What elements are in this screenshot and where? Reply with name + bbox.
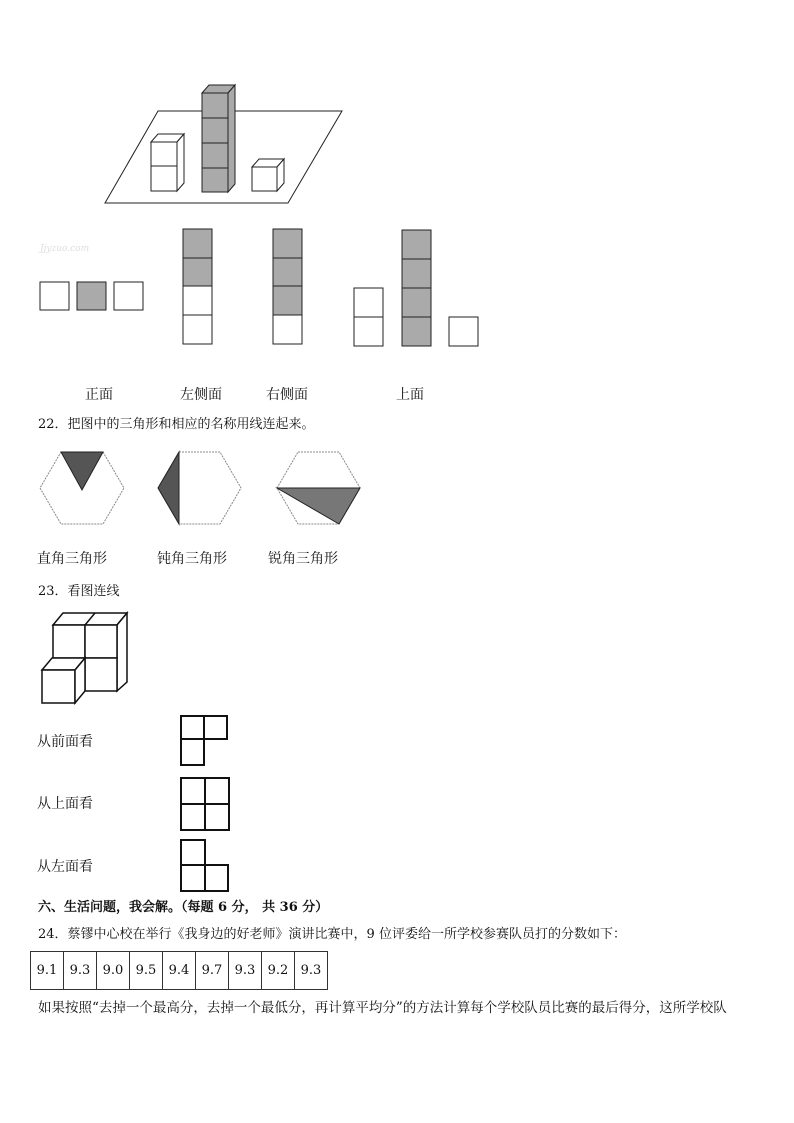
score-cell: 9.5 <box>130 952 163 990</box>
score-cell: 9.0 <box>97 952 130 990</box>
q23-title: 23．看图连线 <box>38 584 120 599</box>
score-table <box>30 951 328 990</box>
q24-text: 如果按照“去掉一个最高分，去掉一个最低分，再计算平均分”的方法计算每个学校队员比赛的最后得分，这所学校队 <box>38 1000 727 1016</box>
view-label-right: 右侧面 <box>266 387 308 403</box>
table-row <box>31 952 328 990</box>
view-name-top: 从上面看 <box>37 796 93 812</box>
q22-title: 22．把图中的三角形和相应的名称用线连起来。 <box>38 417 315 432</box>
view-label-top: 上面 <box>396 387 424 403</box>
score-cell: 9.4 <box>163 952 196 990</box>
score-cell: 9.1 <box>31 952 64 990</box>
view-label-front: 正面 <box>85 387 113 403</box>
triangle-name-right: 直角三角形 <box>37 551 107 567</box>
view-name-front: 从前面看 <box>37 734 93 750</box>
q24-intro: 24．蔡镠中心校在举行《我身边的好老师》演讲比赛中，9 位评委给一所学校参赛队员打的分数如下： <box>38 927 626 942</box>
section-title: 六、生活问题，我会解。（每题 6 分， 共 36 分） <box>38 900 329 915</box>
score-cell: 9.7 <box>196 952 229 990</box>
score-cell: 9.3 <box>64 952 97 990</box>
view-label-left: 左侧面 <box>180 387 222 403</box>
watermark: Jjyzuo.com <box>40 244 90 254</box>
score-cell: 9.3 <box>295 952 328 990</box>
view-name-left: 从左面看 <box>37 859 93 875</box>
score-cell: 9.2 <box>262 952 295 990</box>
score-cell: 9.3 <box>229 952 262 990</box>
triangle-name-acute: 锐角三角形 <box>268 551 338 567</box>
triangle-name-obtuse: 钝角三角形 <box>157 551 227 567</box>
